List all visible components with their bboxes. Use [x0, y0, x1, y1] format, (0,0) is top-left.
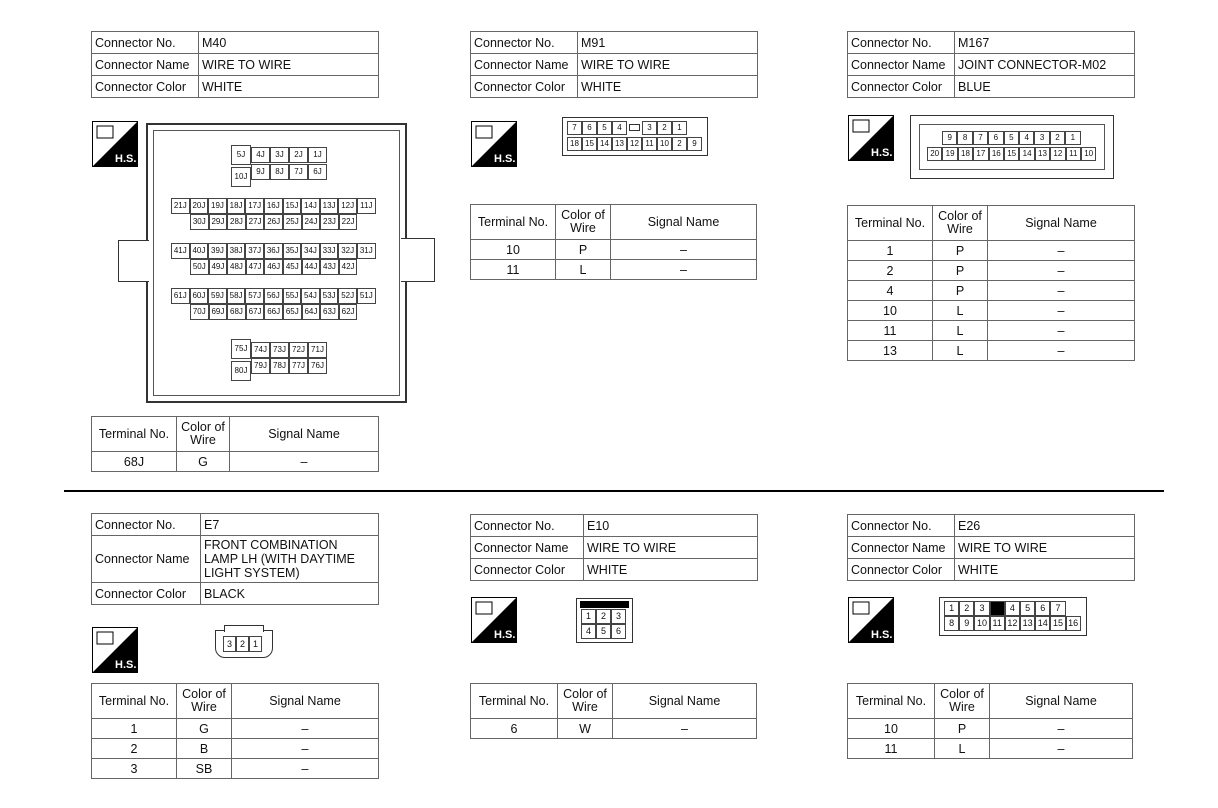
signal-name-cell: – — [988, 301, 1135, 321]
terminal-table-e7 — [91, 683, 379, 779]
connector-pin: 24J — [302, 214, 321, 230]
connector-pin: 9 — [959, 616, 974, 631]
signal-name-cell: – — [988, 321, 1135, 341]
table-row — [848, 281, 1135, 301]
connector-pin: 14 — [597, 137, 612, 151]
connector-key — [990, 601, 1005, 616]
table-row — [848, 261, 1135, 281]
connector-pin: 33J — [320, 243, 339, 259]
connector-pin: 12J — [338, 198, 357, 214]
connector-pin: 1 — [944, 601, 959, 616]
connector-pin: 12 — [1005, 616, 1020, 631]
terminal-no-cell: 11 — [848, 321, 933, 341]
connector-e7-panel — [91, 513, 379, 605]
signal-name-cell: – — [232, 759, 379, 779]
table-row — [471, 240, 757, 260]
signal-name-header: Signal Name — [611, 205, 757, 240]
connector-pin: 71J — [308, 342, 327, 358]
signal-name-cell: – — [230, 452, 379, 472]
connector-pin: 10 — [1081, 147, 1096, 161]
connector-pin: 39J — [208, 243, 227, 259]
terminal-no-cell: 2 — [848, 261, 933, 281]
connector-pin: 1 — [581, 609, 596, 624]
connector-pin: 27J — [246, 214, 265, 230]
harness-side-icon — [92, 627, 138, 673]
connector-pin: 26J — [264, 214, 283, 230]
connector-m40-right-tab — [401, 238, 435, 282]
connector-pin: 45J — [283, 259, 302, 275]
terminal-no-header: Terminal No. — [848, 684, 935, 719]
terminal-no-cell: 6 — [471, 719, 558, 739]
terminal-no-cell: 68J — [92, 452, 177, 472]
wire-color-cell: P — [933, 241, 988, 261]
connector-pin: 77J — [289, 358, 308, 374]
connector-pin: 18 — [567, 137, 582, 151]
table-row — [92, 739, 379, 759]
connector-pin: 19 — [942, 147, 957, 161]
signal-name-cell: – — [988, 341, 1135, 361]
connector-pin: 52J — [338, 288, 357, 304]
terminal-no-cell: 10 — [848, 719, 935, 739]
harness-side-icon — [92, 121, 138, 167]
connector-pin: 4 — [581, 624, 596, 639]
connector-pin: 41J — [171, 243, 190, 259]
connector-pin: 11 — [990, 616, 1005, 631]
svg-text:H.S.: H.S. — [871, 629, 893, 641]
connector-no-label: Connector No. — [848, 32, 955, 54]
signal-name-cell: – — [990, 719, 1133, 739]
svg-text:H.S.: H.S. — [494, 153, 516, 165]
connector-pin: 53J — [320, 288, 339, 304]
wire-color-cell: L — [556, 260, 611, 280]
connector-no-value: E26 — [955, 515, 1135, 537]
connector-pin: 1 — [249, 636, 262, 652]
connector-pin: 3 — [1034, 131, 1049, 145]
signal-name-cell: – — [988, 241, 1135, 261]
connector-pin: 18 — [958, 147, 973, 161]
connector-pin: 7J — [289, 164, 308, 180]
connector-pin: 31J — [357, 243, 376, 259]
terminal-table-m167 — [847, 205, 1135, 361]
connector-pin: 28J — [227, 214, 246, 230]
table-row — [848, 241, 1135, 261]
connector-pin: 14 — [1035, 616, 1050, 631]
connector-pin: 65J — [283, 304, 302, 320]
signal-name-cell: – — [611, 260, 757, 280]
connector-pin: 40J — [190, 243, 209, 259]
harness-side-icon — [471, 597, 517, 643]
connector-pin: 35J — [283, 243, 302, 259]
signal-name-cell: – — [232, 739, 379, 759]
connector-pin: 2J — [289, 147, 308, 163]
connector-pin: 7 — [973, 131, 988, 145]
connector-e26-panel — [847, 514, 1135, 581]
connector-pin: 2 — [672, 137, 687, 151]
connector-name-value: WIRE TO WIRE — [584, 537, 758, 559]
wire-color-cell: SB — [177, 759, 232, 779]
table-row — [848, 739, 1133, 759]
connector-info-table — [470, 514, 758, 581]
connector-pin: 6 — [582, 121, 597, 135]
connector-pin: 32J — [338, 243, 357, 259]
signal-name-cell: – — [988, 261, 1135, 281]
connector-pin: 20 — [927, 147, 942, 161]
connector-pin: 13J — [320, 198, 339, 214]
terminal-table-e26 — [847, 683, 1133, 759]
connector-color-value: BLUE — [955, 76, 1135, 98]
svg-text:H.S.: H.S. — [871, 147, 893, 159]
terminal-no-cell: 1 — [848, 241, 933, 261]
terminal-no-header: Terminal No. — [848, 206, 933, 241]
connector-pin: 19J — [208, 198, 227, 214]
connector-name-label: Connector Name — [471, 54, 578, 76]
connector-pin: 22J — [339, 214, 358, 230]
connector-pin: 6 — [1035, 601, 1050, 616]
connector-pin: 2 — [959, 601, 974, 616]
connector-pin: 10 — [974, 616, 989, 631]
connector-name-value: WIRE TO WIRE — [578, 54, 758, 76]
connector-pin: 15J — [283, 198, 302, 214]
signal-name-cell: – — [613, 719, 757, 739]
connector-pin: 3 — [642, 121, 657, 135]
wire-color-cell: L — [935, 739, 990, 759]
terminal-no-cell: 3 — [92, 759, 177, 779]
connector-info-table — [91, 31, 379, 98]
connector-pin: 37J — [245, 243, 264, 259]
connector-pin: 76J — [308, 358, 327, 374]
connector-pin: 8 — [944, 616, 959, 631]
svg-text:H.S.: H.S. — [115, 153, 137, 165]
connector-no-label: Connector No. — [92, 32, 199, 54]
connector-pin: 6 — [988, 131, 1003, 145]
connector-pin: 70J — [190, 304, 209, 320]
table-row — [848, 341, 1135, 361]
wire-color-cell: P — [935, 719, 990, 739]
connector-pin: 8J — [270, 164, 289, 180]
connector-pin: 21J — [171, 198, 190, 214]
connector-pin: 51J — [357, 288, 376, 304]
color-of-wire-header: Color of Wire — [177, 417, 230, 452]
terminal-no-cell: 11 — [471, 260, 556, 280]
signal-name-header: Signal Name — [230, 417, 379, 452]
connector-pin: 8 — [957, 131, 972, 145]
connector-pin: 64J — [302, 304, 321, 320]
connector-key — [627, 121, 642, 135]
terminal-no-cell: 11 — [848, 739, 935, 759]
connector-pin: 34J — [301, 243, 320, 259]
connector-pin: 55J — [283, 288, 302, 304]
connector-no-value: M167 — [955, 32, 1135, 54]
connector-pin: 36J — [264, 243, 283, 259]
connector-color-label: Connector Color — [92, 76, 199, 98]
connector-pin: 9J — [251, 164, 270, 180]
connector-pin: 48J — [227, 259, 246, 275]
connector-pin: 46J — [264, 259, 283, 275]
connector-pin: 3 — [611, 609, 626, 624]
terminal-no-cell: 2 — [92, 739, 177, 759]
color-of-wire-header: Color of Wire — [933, 206, 988, 241]
connector-pin: 80J — [231, 361, 251, 381]
connector-pin: 43J — [320, 259, 339, 275]
connector-pin: 6J — [308, 164, 327, 180]
connector-pin: 16 — [1066, 616, 1081, 631]
connector-pin: 38J — [227, 243, 246, 259]
wire-color-cell: L — [933, 341, 988, 361]
section-divider — [64, 490, 1164, 492]
wire-color-cell: P — [933, 281, 988, 301]
signal-name-cell: – — [611, 240, 757, 260]
connector-name-label: Connector Name — [848, 54, 955, 76]
signal-name-cell: – — [990, 739, 1133, 759]
connector-pin: 17J — [245, 198, 264, 214]
connector-pin: 42J — [339, 259, 358, 275]
terminal-no-header: Terminal No. — [92, 417, 177, 452]
table-row — [92, 759, 379, 779]
connector-name-value: JOINT CONNECTOR-M02 — [955, 54, 1135, 76]
terminal-no-cell: 13 — [848, 341, 933, 361]
connector-pin: 61J — [171, 288, 190, 304]
terminal-no-cell: 4 — [848, 281, 933, 301]
connector-pin: 62J — [339, 304, 358, 320]
connector-pin: 14J — [301, 198, 320, 214]
connector-pin: 1J — [308, 147, 327, 163]
connector-m167-panel — [847, 31, 1135, 98]
connector-pin: 15 — [582, 137, 597, 151]
connector-no-label: Connector No. — [471, 515, 584, 537]
connector-pin: 2 — [596, 609, 611, 624]
connector-pin: 5 — [1004, 131, 1019, 145]
signal-name-cell: – — [988, 281, 1135, 301]
connector-pin: 1 — [672, 121, 687, 135]
connector-pin: 75J — [231, 339, 251, 359]
connector-pin: 2 — [236, 636, 249, 652]
connector-pin: 3 — [223, 636, 236, 652]
connector-pin: 5 — [1020, 601, 1035, 616]
wire-color-cell: L — [933, 301, 988, 321]
connector-info-table — [91, 513, 379, 605]
connector-name-value: WIRE TO WIRE — [199, 54, 379, 76]
connector-pin: 73J — [270, 342, 289, 358]
connector-pin: 7 — [567, 121, 582, 135]
svg-text:H.S.: H.S. — [494, 629, 516, 641]
connector-pin: 17 — [973, 147, 988, 161]
table-row — [92, 452, 379, 472]
svg-text:H.S.: H.S. — [115, 659, 137, 671]
wire-color-cell: W — [558, 719, 613, 739]
connector-pin: 12 — [627, 137, 642, 151]
connector-pin: 74J — [251, 342, 270, 358]
connector-pin: 63J — [320, 304, 339, 320]
connector-pin: 60J — [190, 288, 209, 304]
harness-side-icon — [848, 597, 894, 643]
connector-pin: 25J — [283, 214, 302, 230]
connector-pin: 47J — [246, 259, 265, 275]
connector-pin: 11 — [1066, 147, 1081, 161]
connector-pin: 10 — [657, 137, 672, 151]
connector-pin: 30J — [190, 214, 209, 230]
connector-pin: 9 — [942, 131, 957, 145]
connector-pin: 66J — [264, 304, 283, 320]
table-row — [848, 719, 1133, 739]
connector-pin: 11J — [357, 198, 376, 214]
connector-no-label: Connector No. — [848, 515, 955, 537]
connector-info-table — [847, 31, 1135, 98]
wire-color-cell: P — [556, 240, 611, 260]
connector-pin: 2 — [657, 121, 672, 135]
connector-info-table — [470, 31, 758, 98]
connector-pin: 72J — [289, 342, 308, 358]
terminal-no-cell: 10 — [471, 240, 556, 260]
connector-name-label: Connector Name — [92, 536, 201, 583]
connector-pin: 15 — [1050, 616, 1065, 631]
connector-pin: 6 — [611, 624, 626, 639]
connector-pin: 29J — [209, 214, 228, 230]
connector-no-value: M91 — [578, 32, 758, 54]
terminal-no-cell: 1 — [92, 719, 177, 739]
connector-pin: 5J — [231, 145, 251, 165]
signal-name-header: Signal Name — [988, 206, 1135, 241]
terminal-no-header: Terminal No. — [92, 684, 177, 719]
connector-no-value: E10 — [584, 515, 758, 537]
connector-name-value: WIRE TO WIRE — [955, 537, 1135, 559]
connector-name-label: Connector Name — [471, 537, 584, 559]
connector-pin: 9 — [687, 137, 702, 151]
terminal-no-cell: 10 — [848, 301, 933, 321]
connector-color-value: WHITE — [578, 76, 758, 98]
connector-pin: 13 — [1035, 147, 1050, 161]
connector-pin: 68J — [227, 304, 246, 320]
connector-pin: 54J — [301, 288, 320, 304]
connector-no-value: M40 — [199, 32, 379, 54]
terminal-no-header: Terminal No. — [471, 205, 556, 240]
connector-pin: 16 — [989, 147, 1004, 161]
connector-no-value: E7 — [201, 514, 379, 536]
connector-pin: 56J — [264, 288, 283, 304]
terminal-no-header: Terminal No. — [471, 684, 558, 719]
connector-no-label: Connector No. — [471, 32, 578, 54]
wire-color-cell: G — [177, 452, 230, 472]
connector-pin: 67J — [246, 304, 265, 320]
connector-pin: 13 — [612, 137, 627, 151]
wire-color-cell: P — [933, 261, 988, 281]
connector-pin: 11 — [642, 137, 657, 151]
connector-pin: 57J — [245, 288, 264, 304]
connector-pin: 7 — [1050, 601, 1065, 616]
table-row — [471, 260, 757, 280]
connector-pin: 4 — [1005, 601, 1020, 616]
connector-info-table — [847, 514, 1135, 581]
connector-color-label: Connector Color — [471, 559, 584, 581]
table-row — [92, 719, 379, 739]
connector-pin: 49J — [209, 259, 228, 275]
connector-pin: 69J — [209, 304, 228, 320]
connector-name-label: Connector Name — [848, 537, 955, 559]
terminal-table-m91 — [470, 204, 757, 280]
connector-color-label: Connector Color — [471, 76, 578, 98]
color-of-wire-header: Color of Wire — [556, 205, 611, 240]
connector-pin: 78J — [270, 358, 289, 374]
connector-pin: 5 — [596, 624, 611, 639]
connector-m40-left-tab — [118, 240, 149, 282]
connector-pin: 2 — [1050, 131, 1065, 145]
connector-pin: 79J — [251, 358, 270, 374]
connector-color-value: WHITE — [955, 559, 1135, 581]
signal-name-cell: – — [232, 719, 379, 739]
signal-name-header: Signal Name — [613, 684, 757, 719]
terminal-table-m40 — [91, 416, 379, 472]
connector-m91-panel — [470, 31, 758, 98]
signal-name-header: Signal Name — [990, 684, 1133, 719]
table-row — [848, 321, 1135, 341]
connector-name-value: FRONT COMBINATION LAMP LH (WITH DAYTIME LIGHT SYSTEM) — [201, 536, 379, 583]
connector-pin: 13 — [1020, 616, 1035, 631]
harness-side-icon — [471, 121, 517, 167]
connector-pin: 4 — [612, 121, 627, 135]
harness-side-icon — [848, 115, 894, 161]
connector-color-value: WHITE — [199, 76, 379, 98]
wire-color-cell: G — [177, 719, 232, 739]
connector-color-label: Connector Color — [92, 583, 201, 605]
connector-pin: 18J — [227, 198, 246, 214]
wire-color-cell: L — [933, 321, 988, 341]
table-row — [471, 719, 757, 739]
connector-pin: 58J — [227, 288, 246, 304]
connector-color-label: Connector Color — [848, 76, 955, 98]
connector-color-label: Connector Color — [848, 559, 955, 581]
color-of-wire-header: Color of Wire — [177, 684, 232, 719]
connector-pin: 4 — [1019, 131, 1034, 145]
connector-pin: 23J — [320, 214, 339, 230]
connector-pin: 3 — [974, 601, 989, 616]
connector-pin: 44J — [302, 259, 321, 275]
connector-pin: 5 — [597, 121, 612, 135]
table-row — [848, 301, 1135, 321]
connector-pin: 15 — [1004, 147, 1019, 161]
terminal-table-e10 — [470, 683, 757, 739]
color-of-wire-header: Color of Wire — [558, 684, 613, 719]
connector-pin: 3J — [270, 147, 289, 163]
connector-pin: 16J — [264, 198, 283, 214]
connector-pin: 20J — [190, 198, 209, 214]
connector-pin: 10J — [231, 167, 251, 187]
connector-no-label: Connector No. — [92, 514, 201, 536]
connector-e10-panel — [470, 514, 758, 581]
color-of-wire-header: Color of Wire — [935, 684, 990, 719]
connector-color-value: BLACK — [201, 583, 379, 605]
connector-pin: 12 — [1050, 147, 1065, 161]
wire-color-cell: B — [177, 739, 232, 759]
connector-name-label: Connector Name — [92, 54, 199, 76]
connector-pin: 4J — [251, 147, 270, 163]
connector-pin: 59J — [208, 288, 227, 304]
connector-m40-panel — [91, 31, 379, 98]
connector-color-value: WHITE — [584, 559, 758, 581]
connector-pin: 1 — [1065, 131, 1080, 145]
connector-pin: 14 — [1019, 147, 1034, 161]
connector-pin: 50J — [190, 259, 209, 275]
signal-name-header: Signal Name — [232, 684, 379, 719]
